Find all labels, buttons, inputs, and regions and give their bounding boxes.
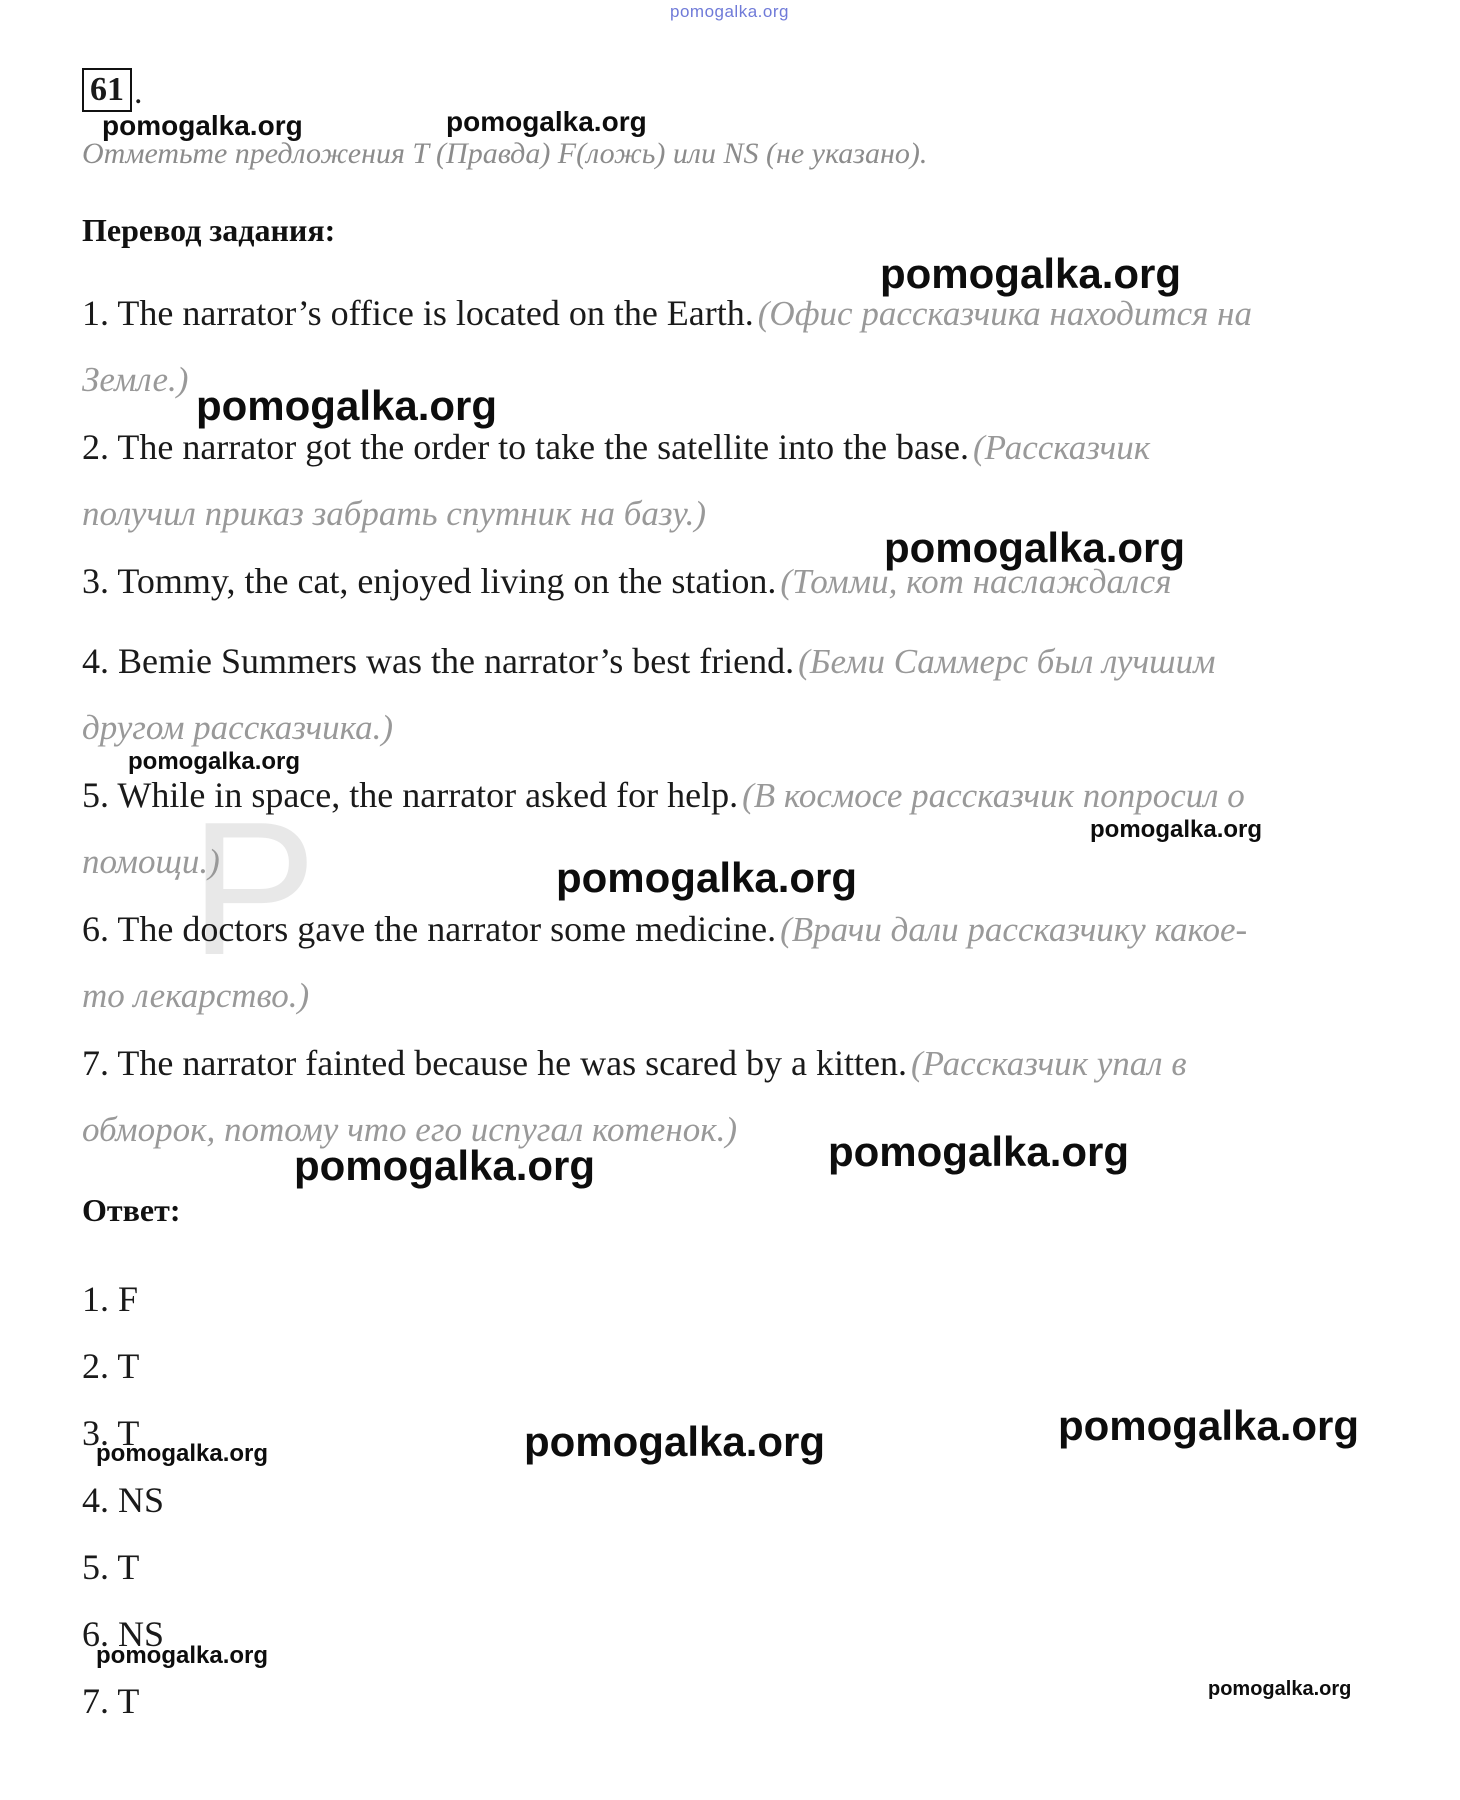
task-item-1-translation-cont: Земле.) (82, 360, 189, 399)
task-item-5-translation-cont: помощи.) (82, 842, 220, 881)
watermark: pomogalka.org (828, 1128, 1130, 1175)
watermark: pomogalka.org (196, 382, 498, 429)
watermark: pomogalka.org (102, 110, 303, 141)
answer-item-4: 4. NS (82, 1480, 165, 1520)
exercise-number: 61 . (82, 68, 143, 112)
answer-item-7: 7. T (82, 1681, 140, 1721)
answer-item-6: 6. NS (82, 1614, 165, 1654)
task-item-4: 4. Bemie Summers was the narrator’s best friend. (Беми Саммерс был лучшим (82, 641, 1216, 681)
task-heading: Перевод задания: (82, 212, 336, 248)
task-item-7: 7. The narrator fainted because he was scared by a kitten. (Рассказчик упал в (82, 1043, 1187, 1083)
task-item-5: 5. While in space, the narrator asked for help. (В космосе рассказчик попросил о (82, 775, 1245, 815)
task-item-1: 1. The narrator’s office is located on the Earth. (Офис рассказчика находится на (82, 293, 1253, 333)
task-item-6-translation-cont: то лекарство.) (82, 976, 310, 1015)
watermark: pomogalka.org (446, 106, 647, 137)
watermark: pomogalka.org (880, 250, 1182, 297)
watermark: pomogalka.org (556, 854, 858, 901)
task-item-6: 6. The doctors gave the narrator some medicine. (Врачи дали рассказчику какое- (82, 909, 1248, 949)
watermark: pomogalka.org (1090, 816, 1263, 843)
top-site-url[interactable]: pomogalka.org (670, 2, 789, 21)
watermark: pomogalka.org (524, 1418, 826, 1465)
task-item-2-translation-cont: получил приказ забрать спутник на базу.) (82, 494, 706, 533)
watermark: pomogalka.org (96, 1440, 269, 1467)
task-item-7-translation-cont: обморок, потому что его испугал котенок.) (82, 1110, 737, 1149)
task-item-3: 3. Tommy, the cat, enjoyed living on the station. (Томми, кот наслаждался (82, 561, 1172, 601)
watermark: pomogalka.org (96, 1642, 269, 1669)
exercise-number-box: 61 (82, 68, 132, 112)
answer-item-5: 5. T (82, 1547, 140, 1587)
background-watermark-ghost: P (190, 783, 337, 995)
answer-heading: Ответ: (82, 1192, 181, 1228)
answer-item-1: 1. F (82, 1279, 139, 1319)
watermark: pomogalka.org (1208, 1678, 1352, 1700)
task-item-2: 2. The narrator got the order to take the satellite into the base. (Рассказчик (82, 427, 1151, 467)
watermark: pomogalka.org (1058, 1402, 1360, 1449)
watermark: pomogalka.org (128, 748, 301, 775)
watermark: pomogalka.org (294, 1142, 596, 1189)
answer-item-2: 2. T (82, 1346, 140, 1386)
task-item-4-translation-cont: другом рассказчика.) (82, 708, 394, 747)
instruction-text: Отметьте предложения T (Правда) F(ложь) или NS (не указано). (82, 137, 928, 170)
watermark: pomogalka.org (884, 524, 1186, 571)
answer-item-3: 3. T (82, 1413, 140, 1453)
